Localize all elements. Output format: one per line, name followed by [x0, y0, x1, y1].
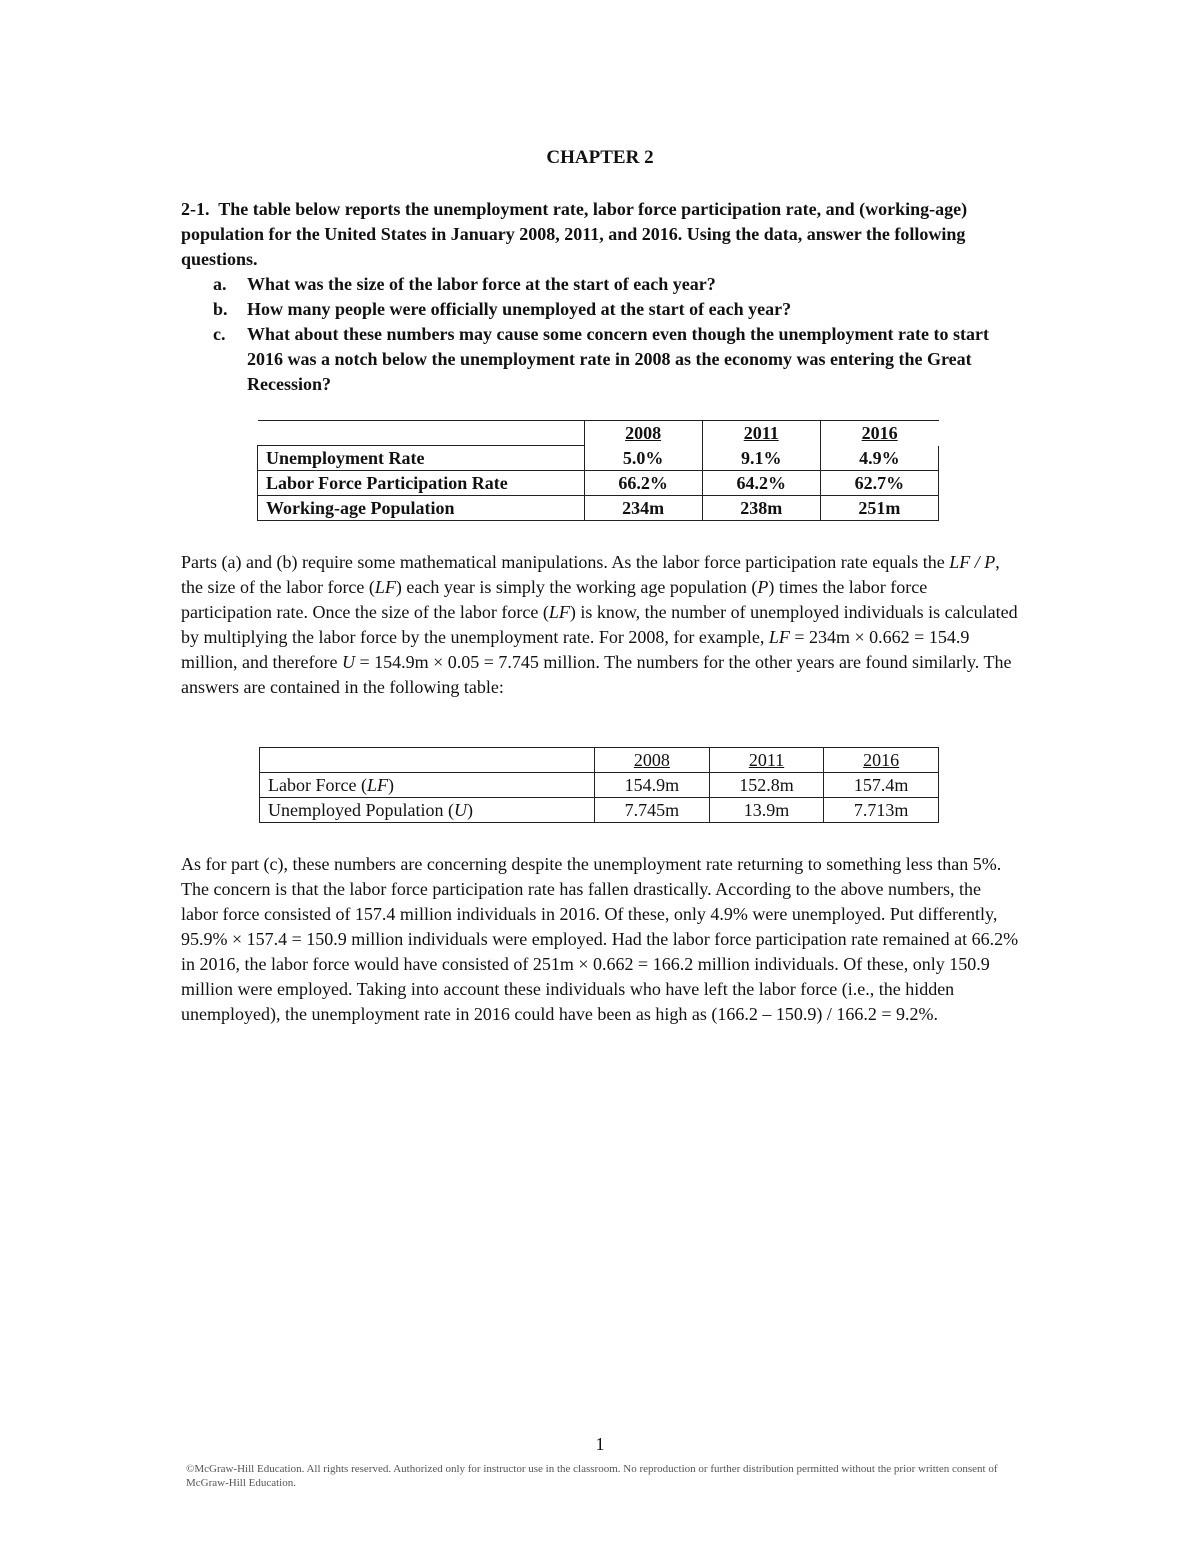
- table-cell: 13.9m: [709, 798, 824, 823]
- question-block: [181, 197, 1021, 397]
- table-row: [258, 446, 939, 471]
- text-run: ) times the labor force participation rate. Once the size of the labor force (: [181, 577, 928, 622]
- math-var: U: [453, 800, 467, 820]
- column-header: 2011: [702, 421, 820, 446]
- question-item-c: [181, 322, 1021, 397]
- text-run: ) each year is simply the working age population (: [395, 577, 758, 597]
- row-label: Unemployment Rate: [258, 446, 585, 471]
- question-intro: [181, 197, 1021, 272]
- math-var: LF: [374, 577, 396, 597]
- column-header: 2008: [595, 748, 710, 773]
- table-cell: 4.9%: [820, 446, 938, 471]
- table-row: [260, 773, 939, 798]
- text-run: = 154.9m × 0.05 = 7.745 million. The numbers for the other years are found similarly. The answers are contained in the following table:: [181, 652, 1012, 697]
- answer-paragraph-2: As for part (c), these numbers are concerning despite the unemployment rate returning to something less than 5%. The concern is that the labor force participation rate has fallen drastically. According to the above numbers, the labor force consisted of 157.4 million individuals in 2016. Of these, only 4.9% were unemployed. Put differently, 95.9% × 157.4 = 150.9 million individuals were employed. Had the labor force participation rate remained at 66.2% in 2016, the labor force would have consisted of 251m × 0.662 = 166.2 million individuals. Of these, only 150.9 million were employed. Taking into account these individuals who have left the labor force (i.e., the hidden unemployed), the unemployment rate in 2016 could have been as high as (166.2 – 150.9) / 166.2 = 9.2%.: [181, 854, 1019, 1024]
- table-cell: 5.0%: [584, 446, 702, 471]
- row-label: Working-age Population: [258, 496, 585, 521]
- table-header-row: [260, 748, 939, 773]
- item-text: What was the size of the labor force at the start of each year?: [247, 274, 716, 294]
- math-var: LF: [366, 775, 388, 795]
- column-header: 2008: [584, 421, 702, 446]
- item-letter: b.: [213, 299, 228, 319]
- item-text: What about these numbers may cause some concern even though the unemployment rate to start 2016 was a notch below the unemployment rate in 2008 as the economy was entering the Great Recession?: [247, 324, 989, 394]
- row-label: [260, 773, 595, 798]
- question-items: [181, 272, 1021, 397]
- label-close: ): [387, 775, 394, 795]
- math-var: U: [341, 652, 355, 672]
- text-run: = 234m × 0.662 = 154.9 million, and therefore: [181, 627, 970, 672]
- data-table: [257, 420, 939, 521]
- table-row: [258, 471, 939, 496]
- table-cell: 152.8m: [709, 773, 824, 798]
- math-var: LF: [768, 627, 790, 647]
- column-header: 2011: [709, 748, 824, 773]
- table-cell: 62.7%: [820, 471, 938, 496]
- label-text: Unemployed Population (: [268, 800, 454, 820]
- table-cell: 157.4m: [824, 773, 939, 798]
- label-close: ): [466, 800, 473, 820]
- math-var: LF: [548, 602, 570, 622]
- item-letter: a.: [213, 274, 227, 294]
- table-corner: [258, 421, 585, 446]
- page-number: 1: [595, 1434, 605, 1454]
- text-run: ) is know, the number of unemployed individuals is calculated by multiplying the labor force by the unemployment rate. For 2008, for example,: [181, 602, 1018, 647]
- table-cell: 7.745m: [595, 798, 710, 823]
- question-item-b: [181, 297, 1021, 322]
- table-header-row: [258, 421, 939, 446]
- item-text: How many people were officially unemployed at the start of each year?: [247, 299, 792, 319]
- table-cell: 66.2%: [584, 471, 702, 496]
- row-label: Labor Force Participation Rate: [258, 471, 585, 496]
- math-var: LF / P: [949, 552, 996, 572]
- question-number: 2-1.: [181, 199, 210, 219]
- answer-table: [259, 747, 939, 823]
- answer-paragraph-1: [181, 550, 1021, 700]
- copyright-footer: ©McGraw-Hill Education. All rights reserved. Authorized only for instructor use in the classroom. No reproduction or further distribution permitted without the prior written consent of McGraw-Hill Education.: [186, 1463, 998, 1489]
- text-run: Parts (a) and (b) require some mathematical manipulations. As the labor force participation rate equals the: [181, 552, 950, 572]
- question-intro-text: The table below reports the unemployment rate, labor force participation rate, and (working-age) population for the United States in January 2008, 2011, and 2016. Using the data, answer the following questions.: [181, 199, 968, 269]
- table-corner: [260, 748, 595, 773]
- chapter-title: CHAPTER 2: [546, 147, 654, 168]
- table-cell: 234m: [584, 496, 702, 521]
- math-var: P: [757, 577, 769, 597]
- table-cell: 64.2%: [702, 471, 820, 496]
- table-cell: 9.1%: [702, 446, 820, 471]
- table-row: [258, 496, 939, 521]
- question-item-a: [181, 272, 1021, 297]
- label-text: Labor Force (: [268, 775, 367, 795]
- table-row: [260, 798, 939, 823]
- column-header: 2016: [820, 421, 938, 446]
- table-cell: 154.9m: [595, 773, 710, 798]
- row-label: [260, 798, 595, 823]
- table-cell: 251m: [820, 496, 938, 521]
- item-letter: c.: [213, 324, 226, 344]
- column-header: 2016: [824, 748, 939, 773]
- table-cell: 7.713m: [824, 798, 939, 823]
- table-cell: 238m: [702, 496, 820, 521]
- text-run: , the size of the labor force (: [181, 552, 1000, 597]
